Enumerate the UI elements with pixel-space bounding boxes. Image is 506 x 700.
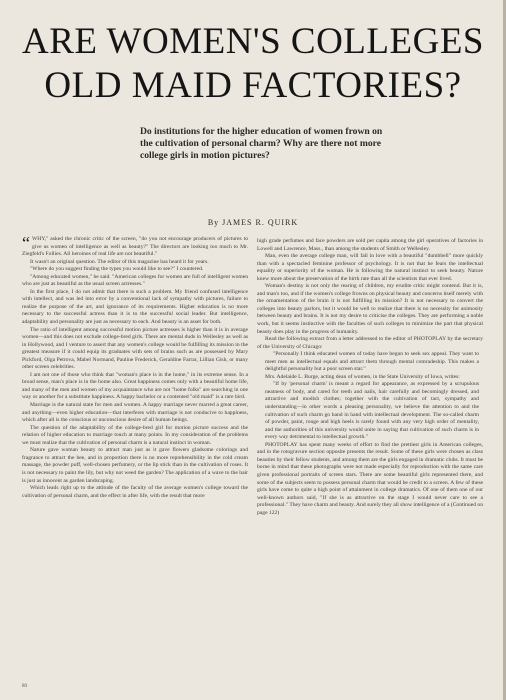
page-number: 80 — [22, 684, 27, 689]
block-quote: "Personally I think educated women of today have begun to seek sex appeal. They want to meet men as intellectual equals and attract them through mental comradeship. This makes a delightful personality but a poor screen star." — [265, 351, 479, 373]
headline-line-1: ARE WOMEN'S COLLEGES — [21, 21, 485, 62]
paragraph — [22, 236, 248, 259]
block-quote: "If by 'personal charm' is meant a regard for appearance, as expressed by a scrupulous neatness of body, and cared for teeth and nails, hair carefully and becomingly dressed, and attractive and modish clothes; together with the cultivation of tact, sympathy and understanding—in other words a pleasing personality, we believe the attention to and the cultivation of such charm go hand in hand with intellectual development. The so-called charm of powder, paint, rouge and high heels is rarely found with any very high order of mentality, and the authorities of this university would unite in saying that cultivation of such charm is in every way detrimental to intellectual growth." — [265, 381, 479, 441]
paragraph: The question of the adaptability of the college-bred girl for motion picture success and the relation of higher education to marriage touch at many points. In my consideration of the problems we must realize that the cultivation of personal charm is a natural instinct in woman. — [22, 424, 248, 446]
paragraph: Marriage is the natural state for men and women. A happy marriage never marred a great career, and anything—even higher education—that interferes with marriage is not conducive to happiness, which after all is the conscious or unconscious desire of all human beings. — [22, 402, 248, 424]
paragraph: Mrs. Adelaide L. Burge, acting dean of women, in the State University of Iowa, writes: — [265, 373, 460, 380]
right-column — [257, 238, 483, 686]
paragraph: Read the following extract from a letter addressed to the editor of PHOTOPLAY by the secretary of the University of Chicago: — [257, 336, 483, 350]
paragraph: "Among educated women," he said. "American colleges for women are full of intelligent women who are just as beautiful as the usual screen actresses." — [22, 273, 248, 288]
article-deck: Do institutions for the higher education of women frown on the cultivation of personal charm? Why are there not more college girls in motion pictures? — [140, 126, 383, 161]
drop-cap: “ — [22, 236, 30, 253]
paragraph: Nature gave woman beauty to attract man just as it gave flowers gladsome colorings and fragrance to attract the bee, and in proportion there is no more reprehensibility in the cold cream massage, the powder puff, well-chosen perfumery, or the lip stick than in the cultivation of roses. It is not necessary to paint the lily, but why not weed the garden? The application of a wave to the hair is just as innocent as garden landscaping. — [22, 447, 248, 484]
paragraph: Which leads right up to the attitude of the faculty of the average women's college toward the cultivation of personal charm, and the effect in after life, with the result that more — [22, 485, 248, 499]
paragraph: It wasn't an original question. The editor of this magazine has heard it for years. — [30, 258, 209, 265]
paragraph: "Where do you suggest finding the types you would like to see?" I countered. — [30, 266, 204, 273]
paragraph: The ratio of intelligent among successful motion picture actresses is higher than it is in average women—and this does not exclude college-bred girls. There are mental duds in Wellesley as well as in Hollywood, and I venture to assert that any women's college would be fulfilling its mission in the greatest measure if it could equip its graduates with sets of brains such as are possessed by Mary Pickford, Olga Petrova, Mabel Normand, Pauline Frederick, Geraldine Farrar, Lillian Gish, or many other screen celebrities. — [22, 326, 248, 371]
paragraph: Woman's destiny is not only the rearing of children, my erudite critic might contend. But it is, and man's too, and if the women's college frowns on physical beauty and concerns itself merely with the ornamentation of the brain it is not fulfilling its mission? It is not necessary to convert the colleges into beauty parlors, but it would be well to realize that there is no necessity for animosity between beauty and brains. It is not my desire to criticise the colleges. They are performing a noble work, but it seems instinctive with the faculties of such colleges to minimize the part that physical beauty does play in the progress of humanity. — [257, 283, 483, 335]
paragraph: I am not one of those who think that "woman's place is in the home," in its extreme sense. In a broad sense, man's place is in the home also. Great happiness comes only with a beautiful home life, and many of the men and women of my acquaintance who are not "home folks" are searching in one way or another for a substitute happiness. A happy bachelor or a contented "old maid" is a rare bird. — [22, 371, 248, 401]
byline: By JAMES R. QUIRK — [207, 218, 299, 227]
paragraph: Man, even the average college man, will fall in love with a beautiful "dumbbell" more quickly than with a spectacled feminine professor of psychology. It is not that he fears the intellectual equality or superiority of the woman. He is following the natural instinct to seek beauty. Nature knew more about the preservation of the birth rate than all the scientists that ever lived. — [257, 253, 483, 282]
paragraph: high grade perfumes and face powders are sold per capita among the girl operatives of factories in Lowell and Lawrence, Mass., than among the students of Smith or Wellesley. — [257, 238, 483, 252]
paragraph-text: WHY," asked the chronic critic of the screen, "do you not encourage producers of pictures to give us women of intelligence as well as beauty?" The directors are looking too much to Mr. Ziegfeld's Follies. All heroines of real life are not beautiful." — [22, 236, 248, 258]
headline-line-2: OLD MAID FACTORIES? — [44, 65, 462, 106]
left-column — [22, 236, 248, 684]
paragraph: PHOTOPLAY has spent many weeks of effort to find the prettiest girls in American colleges, and in the rotogravure section opposite presents the result. Some of these girls were chosen as class beauties by their fellow students, and among them are the girls engaged in dramatic clubs. It must be borne in mind that these photographs were not made especially for reproduction with the same care given professional portraits of screen stars. There are some beautiful girls represented there, and some of the subjects seem to possess personal charm that would be credit to a screen. A few of these girls have come to quite a high point of attainment in college dramatics. Of one of them one of our well-known authors said, "If she is as attractive on the stage I would never care to see a professional." They have charm and beauty. And surely they all show intelligence of a (Continued on page 122) — [257, 441, 483, 516]
paragraph: In the first place, I do not admit that there is such a problem. My friend confused intelligence with intellect, and was led into error by a conventional lack of sympathy with pictures, failure to realize the purpose of the art, and ignorance of its requirements. Higher education is no more necessary to the successful actress than it is to the successful social leader. But intelligence, adaptability and personality are just as necessary to each. And beauty is an asset for both. — [22, 288, 248, 326]
